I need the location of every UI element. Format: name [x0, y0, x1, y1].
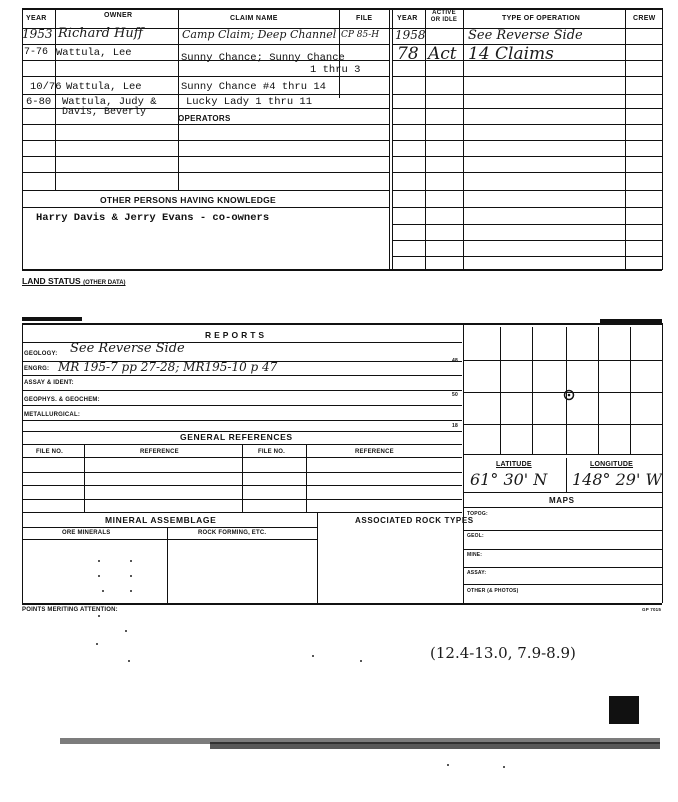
- maps-topog: TOPOG:: [467, 511, 488, 517]
- speck: [360, 660, 362, 662]
- mineral-assemblage-title: MINERAL ASSEMBLAGE: [105, 515, 217, 525]
- row-line: [392, 172, 662, 173]
- associated-rock-types-label: ASSOCIATED ROCK TYPES: [355, 516, 474, 525]
- handwritten-note: (12.4-13.0, 7.9-8.9): [430, 644, 576, 662]
- row-line: [22, 539, 317, 540]
- row-line: [22, 420, 462, 421]
- row-line: [22, 124, 389, 125]
- land-status-sub: (OTHER DATA): [83, 280, 126, 286]
- speck: [98, 560, 100, 562]
- grid-line: [463, 424, 662, 425]
- scan-smudge: [22, 317, 82, 321]
- land-status-label: LAND STATUS: [22, 276, 81, 286]
- reports-top-border: [22, 323, 662, 325]
- col-line: [392, 8, 393, 270]
- margin-number: 48: [452, 358, 458, 364]
- row-line: [22, 375, 462, 376]
- latitude-label: LATITUDE: [496, 461, 532, 468]
- row-line: [392, 240, 662, 241]
- rock-forming-label: ROCK FORMING, ETC.: [198, 530, 267, 536]
- row-line: [463, 492, 662, 493]
- col-line: [242, 444, 243, 512]
- location-marker-icon: [563, 389, 575, 401]
- row-line: [392, 207, 662, 208]
- grid-line: [463, 454, 662, 455]
- row4-owner: Wattula, Judy &: [62, 96, 157, 108]
- row-line: [463, 530, 662, 531]
- speck: [98, 575, 100, 577]
- op-row1-year: 1958: [395, 28, 426, 42]
- other-persons-text: Harry Davis & Jerry Evans - co-owners: [36, 212, 270, 224]
- speck: [98, 615, 100, 617]
- row3-claim: Sunny Chance #4 thru 14: [181, 81, 326, 93]
- row2-claim: Sunny Chance; Sunny Chance: [181, 52, 345, 64]
- col-line: [178, 8, 179, 190]
- maps-geol: GEOL:: [467, 533, 484, 539]
- speck: [503, 766, 505, 768]
- row1-claim: Camp Claim; Deep Channel: [182, 28, 337, 41]
- form-code: GP 7015: [642, 607, 662, 612]
- row-line: [22, 527, 317, 528]
- op-row2-year: 78: [397, 44, 419, 64]
- geology-label: GEOLOGY:: [24, 351, 58, 357]
- row-line: [392, 224, 662, 225]
- col-line: [625, 8, 626, 270]
- header-type-of-operation: TYPE OF OPERATION: [502, 15, 581, 22]
- col-line: [662, 323, 663, 603]
- col-line: [425, 8, 426, 270]
- col-line: [566, 458, 567, 492]
- row-line: [22, 172, 389, 173]
- col-line: [389, 8, 390, 270]
- row-line: [22, 190, 389, 191]
- header-year: YEAR: [26, 15, 47, 22]
- gr-col-file-no: FILE NO.: [36, 449, 63, 455]
- speck: [130, 590, 132, 592]
- margin-number: 50: [452, 392, 458, 398]
- maps-mine: MINE:: [467, 552, 483, 558]
- row-line: [392, 108, 662, 109]
- points-label: POINTS MERITING ATTENTION:: [22, 607, 118, 613]
- grid-line: [630, 327, 631, 454]
- row-line: [22, 512, 462, 513]
- scan-smudge: [210, 742, 660, 749]
- grid-line: [463, 360, 662, 361]
- row-line: [22, 94, 389, 95]
- row4-year: 6-80: [26, 96, 52, 108]
- row4-claim: Lucky Lady 1 thru 11: [186, 96, 313, 108]
- table-bottom-border: [22, 269, 662, 271]
- row-line: [22, 207, 389, 208]
- row1-owner: Richard Huff: [58, 26, 143, 41]
- speck: [130, 560, 132, 562]
- row1-file: CP 85-H: [341, 30, 380, 40]
- reports-bottom-border: [22, 603, 662, 605]
- col-line: [22, 8, 23, 270]
- longitude-label: LONGITUDE: [590, 461, 634, 468]
- maps-assay: ASSAY:: [467, 570, 487, 576]
- engrg-value: MR 195-7 pp 27-28; MR195-10 p 47: [58, 360, 278, 374]
- row-line: [22, 156, 389, 157]
- row-line: [22, 44, 389, 45]
- row2-claim-cont: 1 thru 3: [310, 64, 361, 76]
- header-active-or-idle: ACTIVE OR IDLE: [430, 10, 458, 23]
- gr-col-reference-2: REFERENCE: [355, 449, 394, 455]
- row-line: [392, 94, 662, 95]
- row-line: [22, 390, 462, 391]
- row-line: [463, 567, 662, 568]
- speck: [130, 575, 132, 577]
- row3-owner: Wattula, Lee: [66, 81, 142, 93]
- row2-owner: Wattula, Lee: [56, 47, 132, 59]
- speck: [128, 660, 130, 662]
- row1-year: 1953: [22, 27, 53, 41]
- row-line: [22, 76, 389, 77]
- row-line: [392, 140, 662, 141]
- gr-col-file-no-2: FILE NO.: [258, 449, 285, 455]
- speck: [125, 630, 127, 632]
- geophys-label: GEOPHYS. & GEOCHEM:: [24, 397, 100, 403]
- header-year-2: YEAR: [397, 15, 418, 22]
- col-line: [167, 527, 168, 603]
- row-line: [392, 124, 662, 125]
- row-line: [392, 76, 662, 77]
- row2-year: 7-76: [24, 47, 49, 58]
- header-file: FILE: [356, 15, 373, 22]
- gr-col-reference: REFERENCE: [140, 449, 179, 455]
- assay-label: ASSAY & IDENT:: [24, 380, 74, 386]
- row-line: [392, 256, 662, 257]
- other-persons-label: OTHER PERSONS HAVING KNOWLEDGE: [100, 195, 277, 205]
- col-line: [317, 512, 318, 603]
- latitude-value: 61° 30' N: [470, 470, 548, 489]
- row-line: [392, 156, 662, 157]
- reports-title: REPORTS: [205, 330, 268, 340]
- grid-line: [500, 327, 501, 454]
- col-line: [306, 444, 307, 512]
- maps-other: OTHER (& PHOTOS): [467, 588, 519, 594]
- row-line: [463, 549, 662, 550]
- metallurgical-label: METALLURGICAL:: [24, 412, 81, 418]
- col-line: [84, 444, 85, 512]
- header-crew: CREW: [633, 15, 656, 22]
- geology-value: See Reverse Side: [70, 341, 185, 356]
- margin-number: 18: [452, 423, 458, 429]
- engrg-label: ENGRG:: [24, 366, 50, 372]
- general-references-title: GENERAL REFERENCES: [180, 432, 293, 442]
- table-top-border: [22, 8, 662, 10]
- grid-line: [598, 327, 599, 454]
- header-claim-name: CLAIM NAME: [230, 15, 278, 22]
- col-line: [463, 323, 464, 603]
- row4-owner-cont: Davis, Beverly: [62, 107, 147, 118]
- op-row1-type: See Reverse Side: [468, 28, 583, 43]
- ore-minerals-label: ORE MINERALS: [62, 530, 111, 536]
- speck: [102, 590, 104, 592]
- longitude-value: 148° 29' W: [572, 470, 662, 489]
- row-line: [392, 190, 662, 191]
- row-line: [463, 584, 662, 585]
- row-line: [22, 140, 389, 141]
- row-line: [463, 507, 662, 508]
- grid-line: [532, 327, 533, 454]
- col-line: [22, 323, 23, 603]
- col-line: [463, 8, 464, 270]
- scan-smudge: [609, 696, 639, 724]
- row-line: [22, 405, 462, 406]
- op-row2-status: Act: [428, 44, 457, 64]
- maps-title: MAPS: [549, 496, 575, 505]
- speck: [447, 764, 449, 766]
- col-line: [662, 8, 663, 270]
- operators-label: OPERATORS: [178, 114, 231, 123]
- col-line: [55, 8, 56, 190]
- speck: [312, 655, 314, 657]
- op-row2-type: 14 Claims: [468, 44, 554, 64]
- header-owner: OWNER: [104, 12, 133, 19]
- speck: [96, 643, 98, 645]
- row3-year: 10/76: [30, 81, 62, 93]
